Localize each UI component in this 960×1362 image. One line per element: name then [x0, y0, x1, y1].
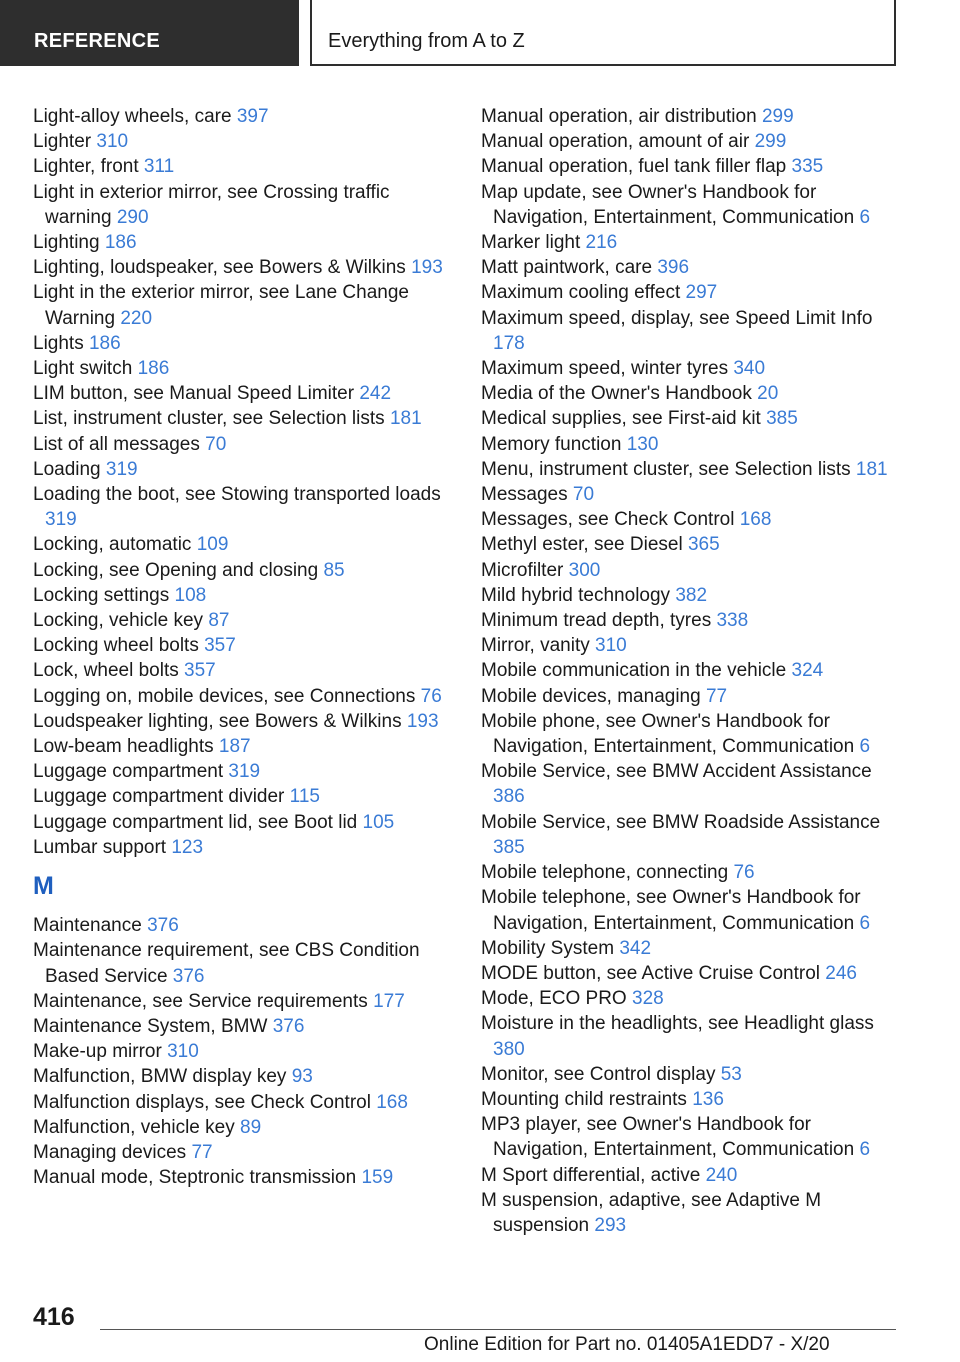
page-link[interactable]: 108 — [174, 584, 207, 606]
index-entry — [33, 406, 453, 431]
index-term: Mobile telephone, see Owner's Handbook for Navigation, Entertainment, Communication — [481, 887, 861, 934]
index-term: Maximum speed, winter tyres — [481, 358, 729, 380]
page-link[interactable]: 181 — [855, 458, 888, 480]
page-link[interactable]: 397 — [236, 106, 269, 127]
index-term: Memory function — [481, 433, 622, 455]
index-term: Malfunction, vehicle key — [33, 1116, 235, 1138]
index-entry — [33, 938, 453, 988]
index-entry — [481, 633, 901, 658]
index-entry — [33, 608, 453, 633]
index-term: LIM button, see Manual Speed Limiter — [33, 383, 355, 405]
index-entry — [33, 331, 453, 356]
page-link[interactable]: 293 — [594, 1214, 627, 1236]
index-term: Methyl ester, see Diesel — [481, 534, 683, 556]
page-link[interactable]: 77 — [705, 685, 728, 707]
page-link[interactable]: 70 — [205, 433, 227, 455]
page-link[interactable]: 220 — [120, 307, 153, 329]
index-entry — [33, 759, 453, 784]
index-entry — [33, 1014, 453, 1039]
index-term: List, instrument cluster, see Selection lists — [33, 408, 385, 430]
index-entry — [481, 255, 901, 280]
index-term: Locking, see Opening and closing — [33, 559, 319, 581]
index-entry — [33, 432, 453, 457]
index-term: Light switch — [33, 358, 133, 380]
page-link[interactable]: 299 — [754, 131, 787, 153]
page-link[interactable]: 177 — [373, 990, 405, 1012]
index-term: Light in exterior mirror, see Crossing traffic warning — [33, 181, 390, 228]
index-entry — [33, 1165, 453, 1190]
index-entry — [33, 684, 453, 709]
index-entry — [481, 1188, 901, 1238]
index-term: Locking, automatic — [33, 534, 192, 556]
index-term: Mild hybrid technology — [481, 584, 671, 606]
index-entry — [481, 759, 901, 809]
edition-note: Online Edition for Part no. 01405A1EDD7 - X/20 — [424, 1334, 830, 1355]
index-entry — [33, 1039, 453, 1064]
page-link[interactable]: 299 — [761, 106, 794, 127]
index-column-left — [33, 104, 453, 1190]
index-entry — [481, 507, 901, 532]
index-entry — [481, 154, 901, 179]
footer-divider — [100, 1329, 896, 1330]
index-term: Mode, ECO PRO — [481, 988, 627, 1010]
index-entry — [33, 835, 453, 860]
index-entry — [481, 432, 901, 457]
index-entry — [481, 961, 901, 986]
index-entry — [33, 129, 453, 154]
index-entry — [481, 684, 901, 709]
index-entry — [33, 381, 453, 406]
index-term: Locking settings — [33, 584, 170, 606]
page-link[interactable]: 105 — [362, 811, 395, 833]
index-term: Maximum speed, display, see Speed Limit Info — [481, 307, 873, 329]
page-link[interactable]: 310 — [167, 1041, 199, 1063]
page-link[interactable]: 20 — [757, 383, 779, 405]
index-term: Mobile Service, see BMW Accident Assistance — [481, 761, 872, 783]
page-link[interactable]: 178 — [493, 332, 525, 354]
page-link[interactable]: 310 — [96, 131, 129, 153]
index-entry — [481, 482, 901, 507]
page-link[interactable]: 310 — [595, 635, 627, 657]
index-term: Managing devices — [33, 1141, 187, 1163]
index-term: M suspension, adaptive, see Adaptive M suspension — [481, 1189, 822, 1236]
index-entry — [481, 658, 901, 683]
index-term: Maintenance requirement, see CBS Condition Based Service — [33, 940, 420, 987]
index-term: Luggage compartment — [33, 761, 224, 783]
index-term: Messages, see Check Control — [481, 509, 735, 531]
index-entry — [481, 180, 901, 230]
index-entry — [481, 406, 901, 431]
index-entry — [481, 1163, 901, 1188]
index-entry — [33, 989, 453, 1014]
page-link[interactable]: 382 — [675, 584, 708, 606]
index-term: Manual operation, fuel tank filler flap — [481, 156, 787, 178]
page-link[interactable]: 385 — [493, 836, 525, 858]
page-link[interactable]: 216 — [585, 232, 618, 254]
index-term: Messages — [481, 484, 568, 506]
index-entry — [481, 457, 901, 482]
section-label: REFERENCE — [34, 30, 161, 52]
index-term: Make-up mirror — [33, 1041, 162, 1063]
index-entry — [33, 633, 453, 658]
index-entry — [481, 558, 901, 583]
index-list-m-continued — [481, 104, 901, 1238]
page-link[interactable]: 396 — [657, 257, 690, 279]
index-entry — [33, 734, 453, 759]
page-link[interactable]: 300 — [568, 559, 601, 581]
index-entry — [33, 154, 453, 179]
page-link[interactable]: 85 — [323, 559, 345, 581]
index-entry — [33, 104, 453, 129]
page-link[interactable]: 376 — [172, 965, 205, 987]
index-entry — [481, 936, 901, 961]
page-link[interactable]: 340 — [733, 358, 766, 380]
page-link[interactable]: 290 — [116, 206, 149, 228]
index-term: Marker light — [481, 232, 581, 254]
page-link[interactable]: 187 — [218, 736, 251, 758]
index-term: Microfilter — [481, 559, 564, 581]
page-link[interactable]: 342 — [619, 937, 652, 959]
page-link[interactable]: 365 — [687, 534, 720, 556]
chapter-title: Everything from A to Z — [328, 30, 525, 52]
index-entry — [33, 558, 453, 583]
index-term: Loading — [33, 458, 101, 480]
page-link[interactable]: 93 — [291, 1066, 313, 1088]
index-entry — [33, 583, 453, 608]
index-column-right — [481, 104, 901, 1238]
index-entry — [481, 608, 901, 633]
index-term: Lighting — [33, 232, 100, 254]
page-link[interactable]: 297 — [685, 282, 718, 304]
index-entry — [481, 381, 901, 406]
index-list-m — [33, 913, 453, 1190]
index-term: Lighter — [33, 131, 92, 153]
page-link[interactable]: 115 — [289, 786, 320, 808]
index-entry — [33, 1115, 453, 1140]
index-term: Light in the exterior mirror, see Lane Change Warning — [33, 282, 409, 329]
index-entry — [33, 810, 453, 835]
index-entry — [33, 1090, 453, 1115]
page-link[interactable]: 246 — [825, 962, 857, 984]
index-term: Maintenance — [33, 915, 142, 937]
section-letter: M — [33, 872, 54, 901]
page-link[interactable]: 123 — [171, 836, 204, 858]
page-link[interactable]: 181 — [389, 408, 422, 430]
index-entry — [33, 532, 453, 557]
index-entry — [33, 457, 453, 482]
index-term: Maintenance, see Service requirements — [33, 990, 368, 1012]
index-entry — [481, 306, 901, 356]
index-term: Lock, wheel bolts — [33, 660, 179, 682]
index-term: Matt paintwork, care — [481, 257, 653, 279]
index-entry — [33, 784, 453, 809]
page-link[interactable]: 186 — [88, 332, 121, 354]
index-term: Mounting child restraints — [481, 1088, 687, 1110]
index-entry — [481, 1011, 901, 1061]
index-entry — [481, 709, 901, 759]
page-link[interactable]: 168 — [376, 1091, 408, 1113]
index-term: Medical supplies, see First-aid kit — [481, 408, 761, 430]
index-entry — [33, 356, 453, 381]
index-entry — [481, 1112, 901, 1162]
index-entry — [481, 356, 901, 381]
page-link[interactable]: 168 — [739, 509, 772, 531]
index-term: Lighting, loudspeaker, see Bowers & Wilkins — [33, 257, 406, 279]
index-term: Mobile telephone, connecting — [481, 862, 729, 884]
page-link[interactable]: 386 — [493, 786, 525, 808]
index-entry — [481, 1087, 901, 1112]
index-term: Malfunction, BMW display key — [33, 1066, 287, 1088]
page-link[interactable]: 193 — [411, 257, 443, 279]
index-term: Minimum tread depth, tyres — [481, 610, 712, 632]
page-link[interactable]: 76 — [420, 685, 442, 707]
page-link[interactable]: 376 — [272, 1015, 305, 1037]
page-number: 416 — [33, 1303, 75, 1331]
index-entry — [481, 1062, 901, 1087]
index-term: Luggage compartment lid, see Boot lid — [33, 811, 358, 833]
page-link[interactable]: 186 — [104, 232, 137, 254]
index-term: Loudspeaker lighting, see Bowers & Wilkins — [33, 710, 402, 732]
index-list-l — [33, 104, 453, 860]
index-entry — [33, 1140, 453, 1165]
index-entry — [481, 860, 901, 885]
index-entry — [33, 280, 453, 330]
index-term: Media of the Owner's Handbook — [481, 383, 752, 405]
index-entry — [481, 810, 901, 860]
page-link[interactable]: 6 — [859, 206, 871, 228]
index-entry — [33, 230, 453, 255]
index-term: Lumbar support — [33, 836, 167, 858]
index-term: Lighter, front — [33, 156, 139, 178]
page-link[interactable]: 380 — [493, 1038, 525, 1060]
page-link[interactable]: 136 — [692, 1088, 724, 1110]
index-entry — [481, 104, 901, 129]
index-term: Maximum cooling effect — [481, 282, 681, 304]
index-entry — [481, 129, 901, 154]
page-link[interactable]: 335 — [791, 156, 824, 178]
index-term: Loading the boot, see Stowing transported loads — [33, 484, 441, 506]
chapter-title-box — [310, 0, 896, 66]
index-term: Mobile devices, managing — [481, 685, 701, 707]
index-entry — [481, 986, 901, 1011]
page-link[interactable]: 319 — [45, 509, 77, 531]
index-term: Monitor, see Control display — [481, 1063, 716, 1085]
index-term: Logging on, mobile devices, see Connections — [33, 685, 416, 707]
index-entry — [33, 482, 453, 532]
page-link[interactable]: 87 — [208, 610, 230, 632]
index-term: Mirror, vanity — [481, 635, 590, 657]
index-term: M Sport differential, active — [481, 1164, 701, 1186]
page-link[interactable]: 89 — [240, 1116, 262, 1138]
page-link[interactable]: 311 — [143, 156, 175, 178]
page-link[interactable]: 328 — [632, 988, 664, 1010]
index-entry — [33, 658, 453, 683]
page-link[interactable]: 324 — [791, 660, 824, 682]
index-term: Mobile Service, see BMW Roadside Assistance — [481, 811, 881, 833]
index-entry — [481, 583, 901, 608]
page-link[interactable]: 319 — [228, 761, 261, 783]
index-entry — [481, 230, 901, 255]
index-entry — [33, 180, 453, 230]
page-link[interactable]: 242 — [359, 383, 392, 405]
index-term: Moisture in the headlights, see Headlight glass — [481, 1013, 874, 1035]
index-entry — [481, 532, 901, 557]
index-term: Menu, instrument cluster, see Selection lists — [481, 458, 851, 480]
index-term: Mobile communication in the vehicle — [481, 660, 787, 682]
index-term: MODE button, see Active Cruise Control — [481, 962, 820, 984]
page-link[interactable]: 70 — [572, 484, 595, 506]
page-link[interactable]: 319 — [105, 458, 138, 480]
page-header — [0, 0, 960, 66]
index-term: Maintenance System, BMW — [33, 1015, 268, 1037]
index-term: Mobile phone, see Owner's Handbook for Navigation, Entertainment, Communication — [481, 710, 855, 758]
page-link[interactable]: 130 — [626, 433, 659, 455]
index-term: Manual operation, amount of air — [481, 131, 750, 153]
index-term: Light-alloy wheels, care — [33, 106, 232, 127]
index-entry — [33, 255, 453, 280]
index-entry — [33, 1064, 453, 1089]
page-link[interactable]: 357 — [184, 660, 216, 682]
index-term: Luggage compartment divider — [33, 786, 285, 808]
index-entry — [33, 709, 453, 734]
index-term: Locking, vehicle key — [33, 610, 204, 632]
page-link[interactable]: 109 — [196, 534, 229, 556]
index-term: Manual operation, air distribution — [481, 106, 757, 127]
index-term: Malfunction displays, see Check Control — [33, 1091, 371, 1113]
page-link[interactable]: 376 — [147, 915, 179, 937]
page-link[interactable]: 76 — [733, 862, 755, 884]
page-link[interactable]: 53 — [720, 1063, 742, 1085]
index-term: Mobility System — [481, 937, 615, 959]
page-link[interactable]: 6 — [859, 912, 871, 934]
index-term: List of all messages — [33, 433, 200, 455]
page-link[interactable]: 6 — [859, 1139, 871, 1161]
page-link[interactable]: 240 — [705, 1164, 738, 1186]
section-tab — [0, 0, 299, 66]
page-link[interactable]: 159 — [361, 1167, 394, 1189]
index-entry — [33, 913, 453, 938]
index-term: Manual mode, Steptronic transmission — [33, 1167, 357, 1189]
page-link[interactable]: 77 — [191, 1141, 213, 1163]
page-link[interactable]: 357 — [204, 635, 236, 657]
index-entry — [481, 885, 901, 935]
page-link[interactable]: 6 — [859, 736, 871, 758]
page-link[interactable]: 193 — [406, 710, 439, 732]
index-term: Locking wheel bolts — [33, 635, 199, 657]
index-term: MP3 player, see Owner's Handbook for Navigation, Entertainment, Communication — [481, 1114, 855, 1161]
index-term: Low-beam headlights — [33, 736, 214, 758]
page-link[interactable]: 338 — [716, 610, 749, 632]
page-link[interactable]: 385 — [766, 408, 798, 430]
index-term: Lights — [33, 332, 84, 354]
index-term: Map update, see Owner's Handbook for Navigation, Entertainment, Communication — [481, 181, 855, 228]
page-link[interactable]: 186 — [137, 358, 170, 380]
index-entry — [481, 280, 901, 305]
